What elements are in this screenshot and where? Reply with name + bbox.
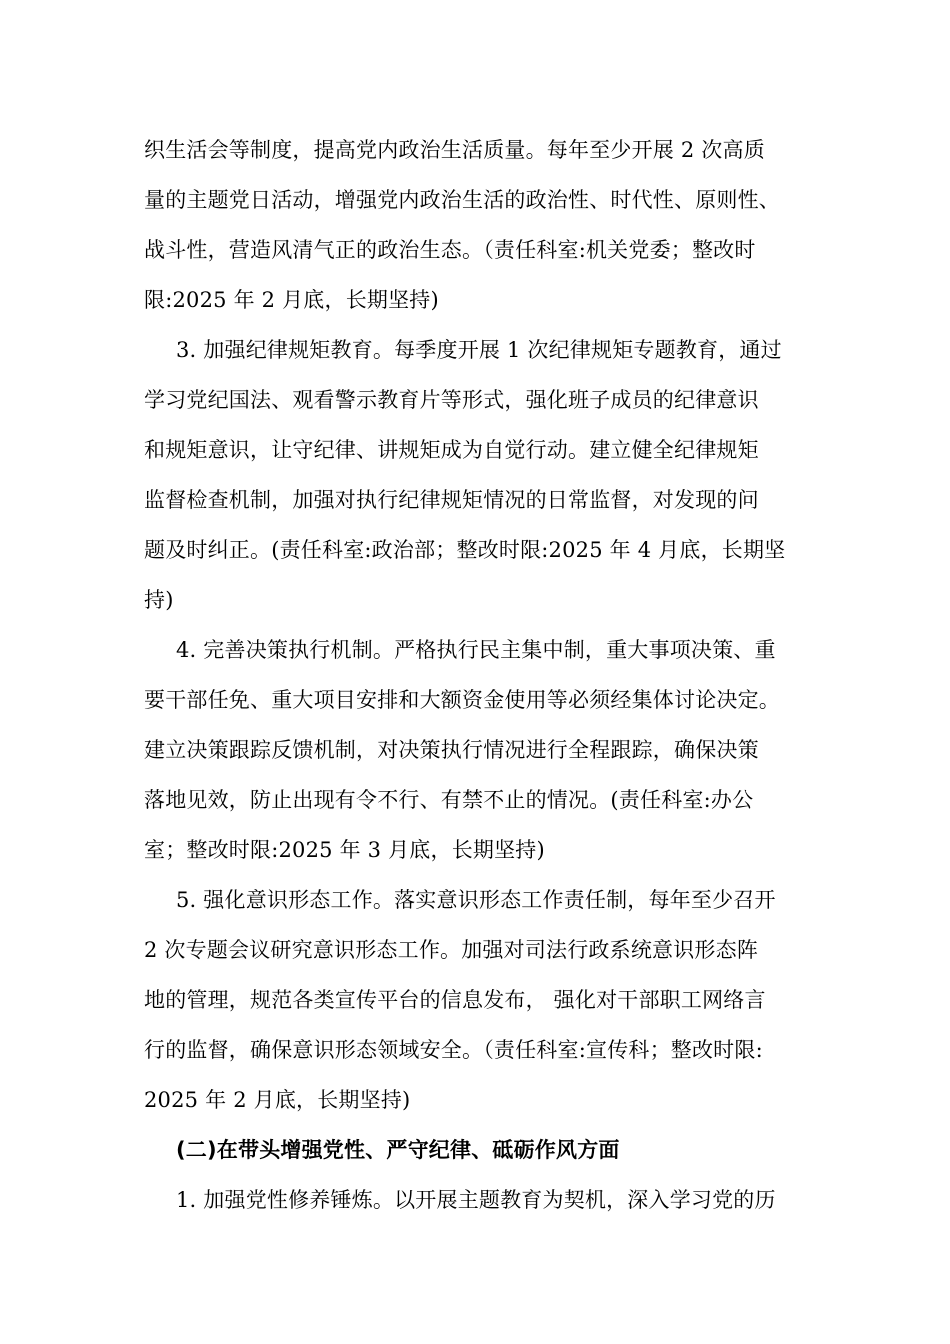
paragraph-line: 落地见效，防止出现有令不行、有禁不止的情况。(责任科室:办公 (144, 788, 754, 812)
paragraph-line: 监督检查机制，加强对执行纪律规矩情况的日常监督，对发现的问 (144, 488, 759, 512)
paragraph-line: 地的管理，规范各类宣传平台的信息发布， 强化对干部职工网络言 (144, 988, 766, 1012)
paragraph-line: 量的主题党日活动，增强党内政治生活的政治性、时代性、原则性、 (144, 188, 780, 212)
paragraph-line: 行的监督，确保意识形态领域安全。（责任科室:宣传科；整改时限: (144, 1038, 763, 1062)
section-heading: (二)在带头增强党性、严守纪律、砥砺作风方面 (176, 1138, 620, 1162)
paragraph-line: 学习党纪国法、观看警示教育片等形式，强化班子成员的纪律意识 (144, 388, 759, 412)
paragraph-line: 限:2025 年 2 月底，长期坚持) (144, 288, 439, 312)
paragraph-line: 室；整改时限:2025 年 3 月底，长期坚持) (144, 838, 545, 862)
paragraph-line: 持) (144, 588, 174, 612)
paragraph-line: 要干部任免、重大项目安排和大额资金使用等必须经集体讨论决定。 (144, 688, 780, 712)
paragraph-line: 2025 年 2 月底，长期坚持) (144, 1088, 411, 1112)
paragraph-line: 织生活会等制度，提高党内政治生活质量。每年至少开展 2 次高质 (144, 138, 765, 162)
paragraph-line: 战斗性，营造风清气正的政治生态。（责任科室:机关党委；整改时 (144, 238, 756, 262)
paragraph-line: 4. 完善决策执行机制。严格执行民主集中制，重大事项决策、重 (176, 638, 776, 662)
paragraph-line: 1. 加强党性修养锤炼。以开展主题教育为契机，深入学习党的历 (176, 1188, 776, 1212)
paragraph-line: 5. 强化意识形态工作。落实意识形态工作责任制，每年至少召开 (176, 888, 776, 912)
paragraph-line: 题及时纠正。(责任科室:政治部；整改时限:2025 年 4 月底，长期坚 (144, 538, 786, 562)
paragraph-line: 2 次专题会议研究意识形态工作。加强对司法行政系统意识形态阵 (144, 938, 759, 962)
paragraph-line: 建立决策跟踪反馈机制，对决策执行情况进行全程跟踪，确保决策 (144, 738, 759, 762)
paragraph-line: 和规矩意识，让守纪律、讲规矩成为自觉行动。建立健全纪律规矩 (144, 438, 759, 462)
paragraph-line: 3. 加强纪律规矩教育。每季度开展 1 次纪律规矩专题教育，通过 (176, 338, 782, 362)
